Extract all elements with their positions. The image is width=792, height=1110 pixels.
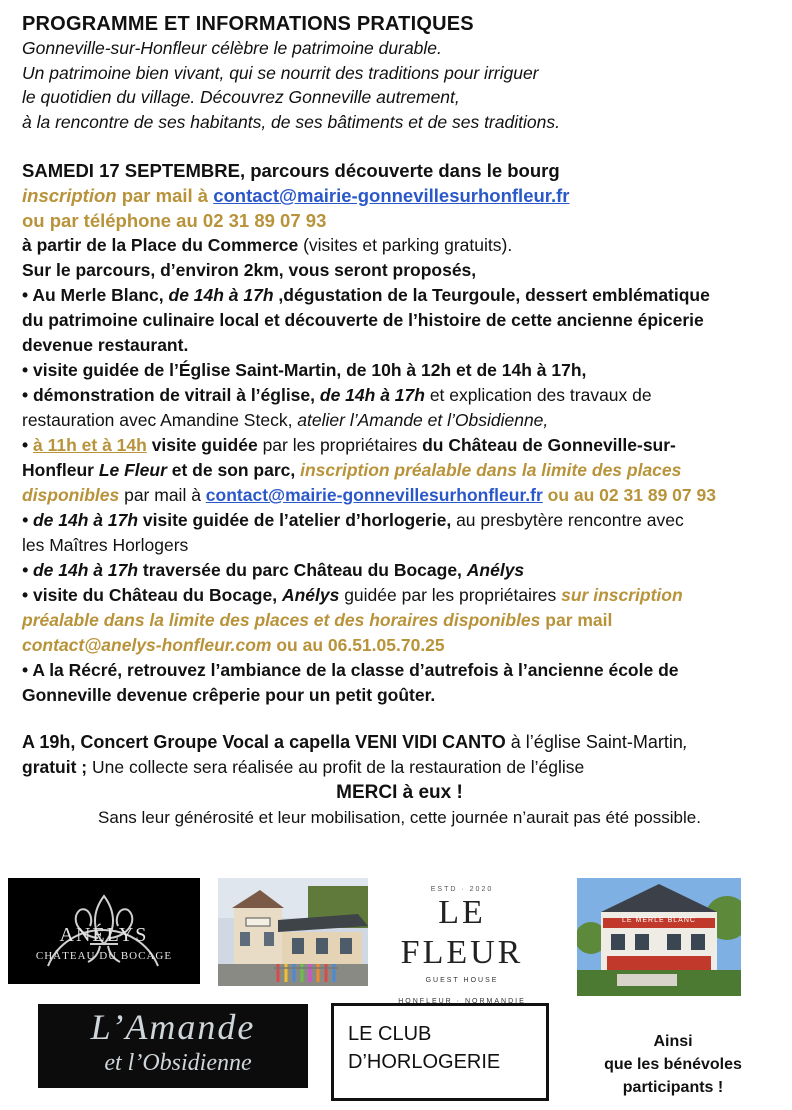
amande-obsidienne-logo [38, 1004, 308, 1088]
intro-line: Gonneville-sur-Honfleur célèbre le patrimoine durable. [22, 38, 442, 58]
chateau-item [22, 433, 777, 508]
concert-free: gratuit ; [22, 757, 88, 777]
club-line: LE CLUB [348, 1023, 432, 1045]
merci-heading: MERCI à eux ! [336, 782, 463, 803]
recre-item [22, 658, 777, 708]
vitrail-text: et explication des travaux de [424, 385, 652, 405]
le-fleur-logo-name: LE FLEUR [400, 894, 524, 971]
bocage-item [22, 583, 777, 658]
inscription-word: inscription [22, 185, 117, 206]
amande-logo-line1: L’Amande [90, 1007, 256, 1047]
by-mail-text: par mail à [116, 185, 214, 206]
email-link[interactable]: contact@mairie-gonnevillesurhonfleur.fr [213, 185, 570, 206]
recre-text: • A la Récré, retrouvez l’ambiance de la classe d’autrefois à l’ancienne école de [22, 660, 679, 680]
recre-school-photo [218, 878, 368, 986]
phone-line: ou par téléphone au 02 31 89 07 93 [22, 210, 327, 231]
saturday-heading-rest: , parcours découverte dans le bourg [239, 160, 560, 181]
horlogerie-text: les Maîtres Horlogers [22, 535, 189, 555]
inscription-line [22, 183, 777, 208]
vitrail-text: restauration avec Amandine Steck, [22, 410, 298, 430]
chateau-time: à 11h et à 14h [33, 435, 147, 455]
chateau-inscription: disponibles [22, 485, 120, 505]
chateau-phone: ou au 02 31 89 07 93 [542, 485, 716, 505]
merle-text: du patrimoine culinaire local et découverte de l’histoire de cette ancienne épicerie [22, 310, 704, 330]
concert-section [22, 730, 777, 830]
start-place: à partir de la Place du Commerce [22, 235, 299, 255]
parc-item [22, 558, 777, 583]
parc-text: traversée du parc Château du Bocage, [138, 560, 467, 580]
horlogerie-item [22, 508, 777, 558]
saturday-heading [22, 158, 777, 183]
merle-text: ,dégustation de la Teurgoule, dessert emblématique [273, 285, 710, 305]
merle-prefix: • Au Merle Blanc, [22, 285, 169, 305]
concert-text: , [682, 732, 688, 752]
volunteers-note [578, 1030, 768, 1099]
merle-blanc-photo [577, 878, 741, 996]
volunteers-line: participants ! [622, 1079, 724, 1096]
thanks-line: Sans leur générosité et leur mobilisation, cette journée n’aurait pas été possible. [98, 808, 701, 827]
merle-item [22, 283, 777, 358]
le-fleur-estd: ESTD · 2020 [430, 886, 494, 893]
club-horlogerie-box [331, 1003, 549, 1101]
recre-text: Gonneville devenue crêperie pour un petit goûter. [22, 685, 436, 705]
eglise-item: • visite guidée de l’Église Saint-Martin, de 10h à 12h et de 14h à 17h, [22, 360, 587, 380]
volunteers-line: que les bénévoles [604, 1056, 742, 1073]
le-fleur-location: HONFLEUR · NORMANDIE [398, 998, 526, 1005]
merle-time: de 14h à 17h [168, 285, 274, 305]
anelys-logo-name: ANÉLYS [59, 924, 149, 946]
chateau-text: visite guidée [146, 435, 258, 455]
email-link[interactable]: contact@mairie-gonnevillesurhonfleur.fr [205, 485, 543, 505]
chateau-text: par mail à [119, 485, 206, 505]
horlogerie-text: au presbytère rencontre avec [451, 510, 684, 530]
concert-line [22, 730, 777, 755]
intro-line: le quotidien du village. Découvrez Gonneville autrement, [22, 87, 460, 107]
anelys-name: Anélys [466, 560, 525, 580]
vitrail-atelier: atelier l’Amande et l’Obsidienne, [297, 410, 549, 430]
chateau-text: et de son parc, [166, 460, 301, 480]
bocage-text: par mail [540, 610, 613, 630]
concert-text: à l’église Saint-Martin [505, 732, 683, 752]
vitrail-time: de 14h à 17h [319, 385, 425, 405]
anelys-logo-sub: CHÂTEAU DU BOCAGE [35, 950, 173, 962]
amande-logo-line2: et l’Obsidienne [104, 1050, 252, 1076]
bocage-inscription: sur inscription [561, 585, 683, 605]
vitrail-prefix: • démonstration de vitrail à l’église, [22, 385, 320, 405]
anelys-logo [8, 878, 200, 984]
chateau-inscription: inscription préalable dans la limite des places [300, 460, 682, 480]
anelys-email[interactable]: contact@anelys-honfleur.com [22, 635, 272, 655]
chateau-text: du Château de Gonneville-sur- [422, 435, 676, 455]
concert-line [22, 755, 777, 780]
vitrail-item [22, 383, 777, 433]
saturday-date: SAMEDI 17 SEPTEMBRE [22, 160, 240, 181]
le-fleur-name: Le Fleur [98, 460, 167, 480]
horlogerie-text: visite guidée de l’atelier d’horlogerie, [138, 510, 452, 530]
bocage-text: • visite du Château du Bocage, [22, 585, 282, 605]
route-line: Sur le parcours, d’environ 2km, vous seront proposés, [22, 260, 477, 280]
volunteers-line: Ainsi [653, 1033, 693, 1050]
saturday-section [22, 158, 777, 708]
page-title: PROGRAMME ET INFORMATIONS PRATIQUES [22, 13, 474, 35]
intro-paragraph [22, 36, 777, 134]
start-line [22, 233, 777, 258]
programme-document [22, 12, 777, 830]
bullet: • [22, 435, 33, 455]
intro-line: Un patrimoine bien vivant, qui se nourrit des traditions pour irriguer [22, 62, 539, 83]
club-line: D’HORLOGERIE [348, 1051, 501, 1073]
le-fleur-sub: GUEST HOUSE [425, 977, 499, 984]
concert-text: Une collecte sera réalisée au profit de la restauration de l’église [87, 757, 585, 777]
chateau-text: par les propriétaires [257, 435, 423, 455]
anelys-name: Anélys [281, 585, 340, 605]
bocage-text: guidée par les propriétaires [339, 585, 562, 605]
bocage-phone: ou au 06.51.05.70.25 [271, 635, 445, 655]
concert-title: A 19h, Concert Groupe Vocal a capella VENI VIDI CANTO [22, 732, 506, 752]
chateau-text: Honfleur [22, 460, 99, 480]
parc-time: • de 14h à 17h [22, 560, 139, 580]
horlogerie-time: • de 14h à 17h [22, 510, 139, 530]
intro-line: à la rencontre de ses habitants, de ses bâtiments et de ses traditions. [22, 111, 560, 132]
merle-sign: LE MERLE BLANC [622, 917, 696, 924]
bocage-inscription: préalable dans la limite des places et des horaires disponibles [22, 610, 541, 630]
le-fleur-logo [382, 880, 542, 1005]
start-note: (visites et parking gratuits). [298, 235, 513, 255]
merle-text: devenue restaurant. [22, 335, 189, 355]
